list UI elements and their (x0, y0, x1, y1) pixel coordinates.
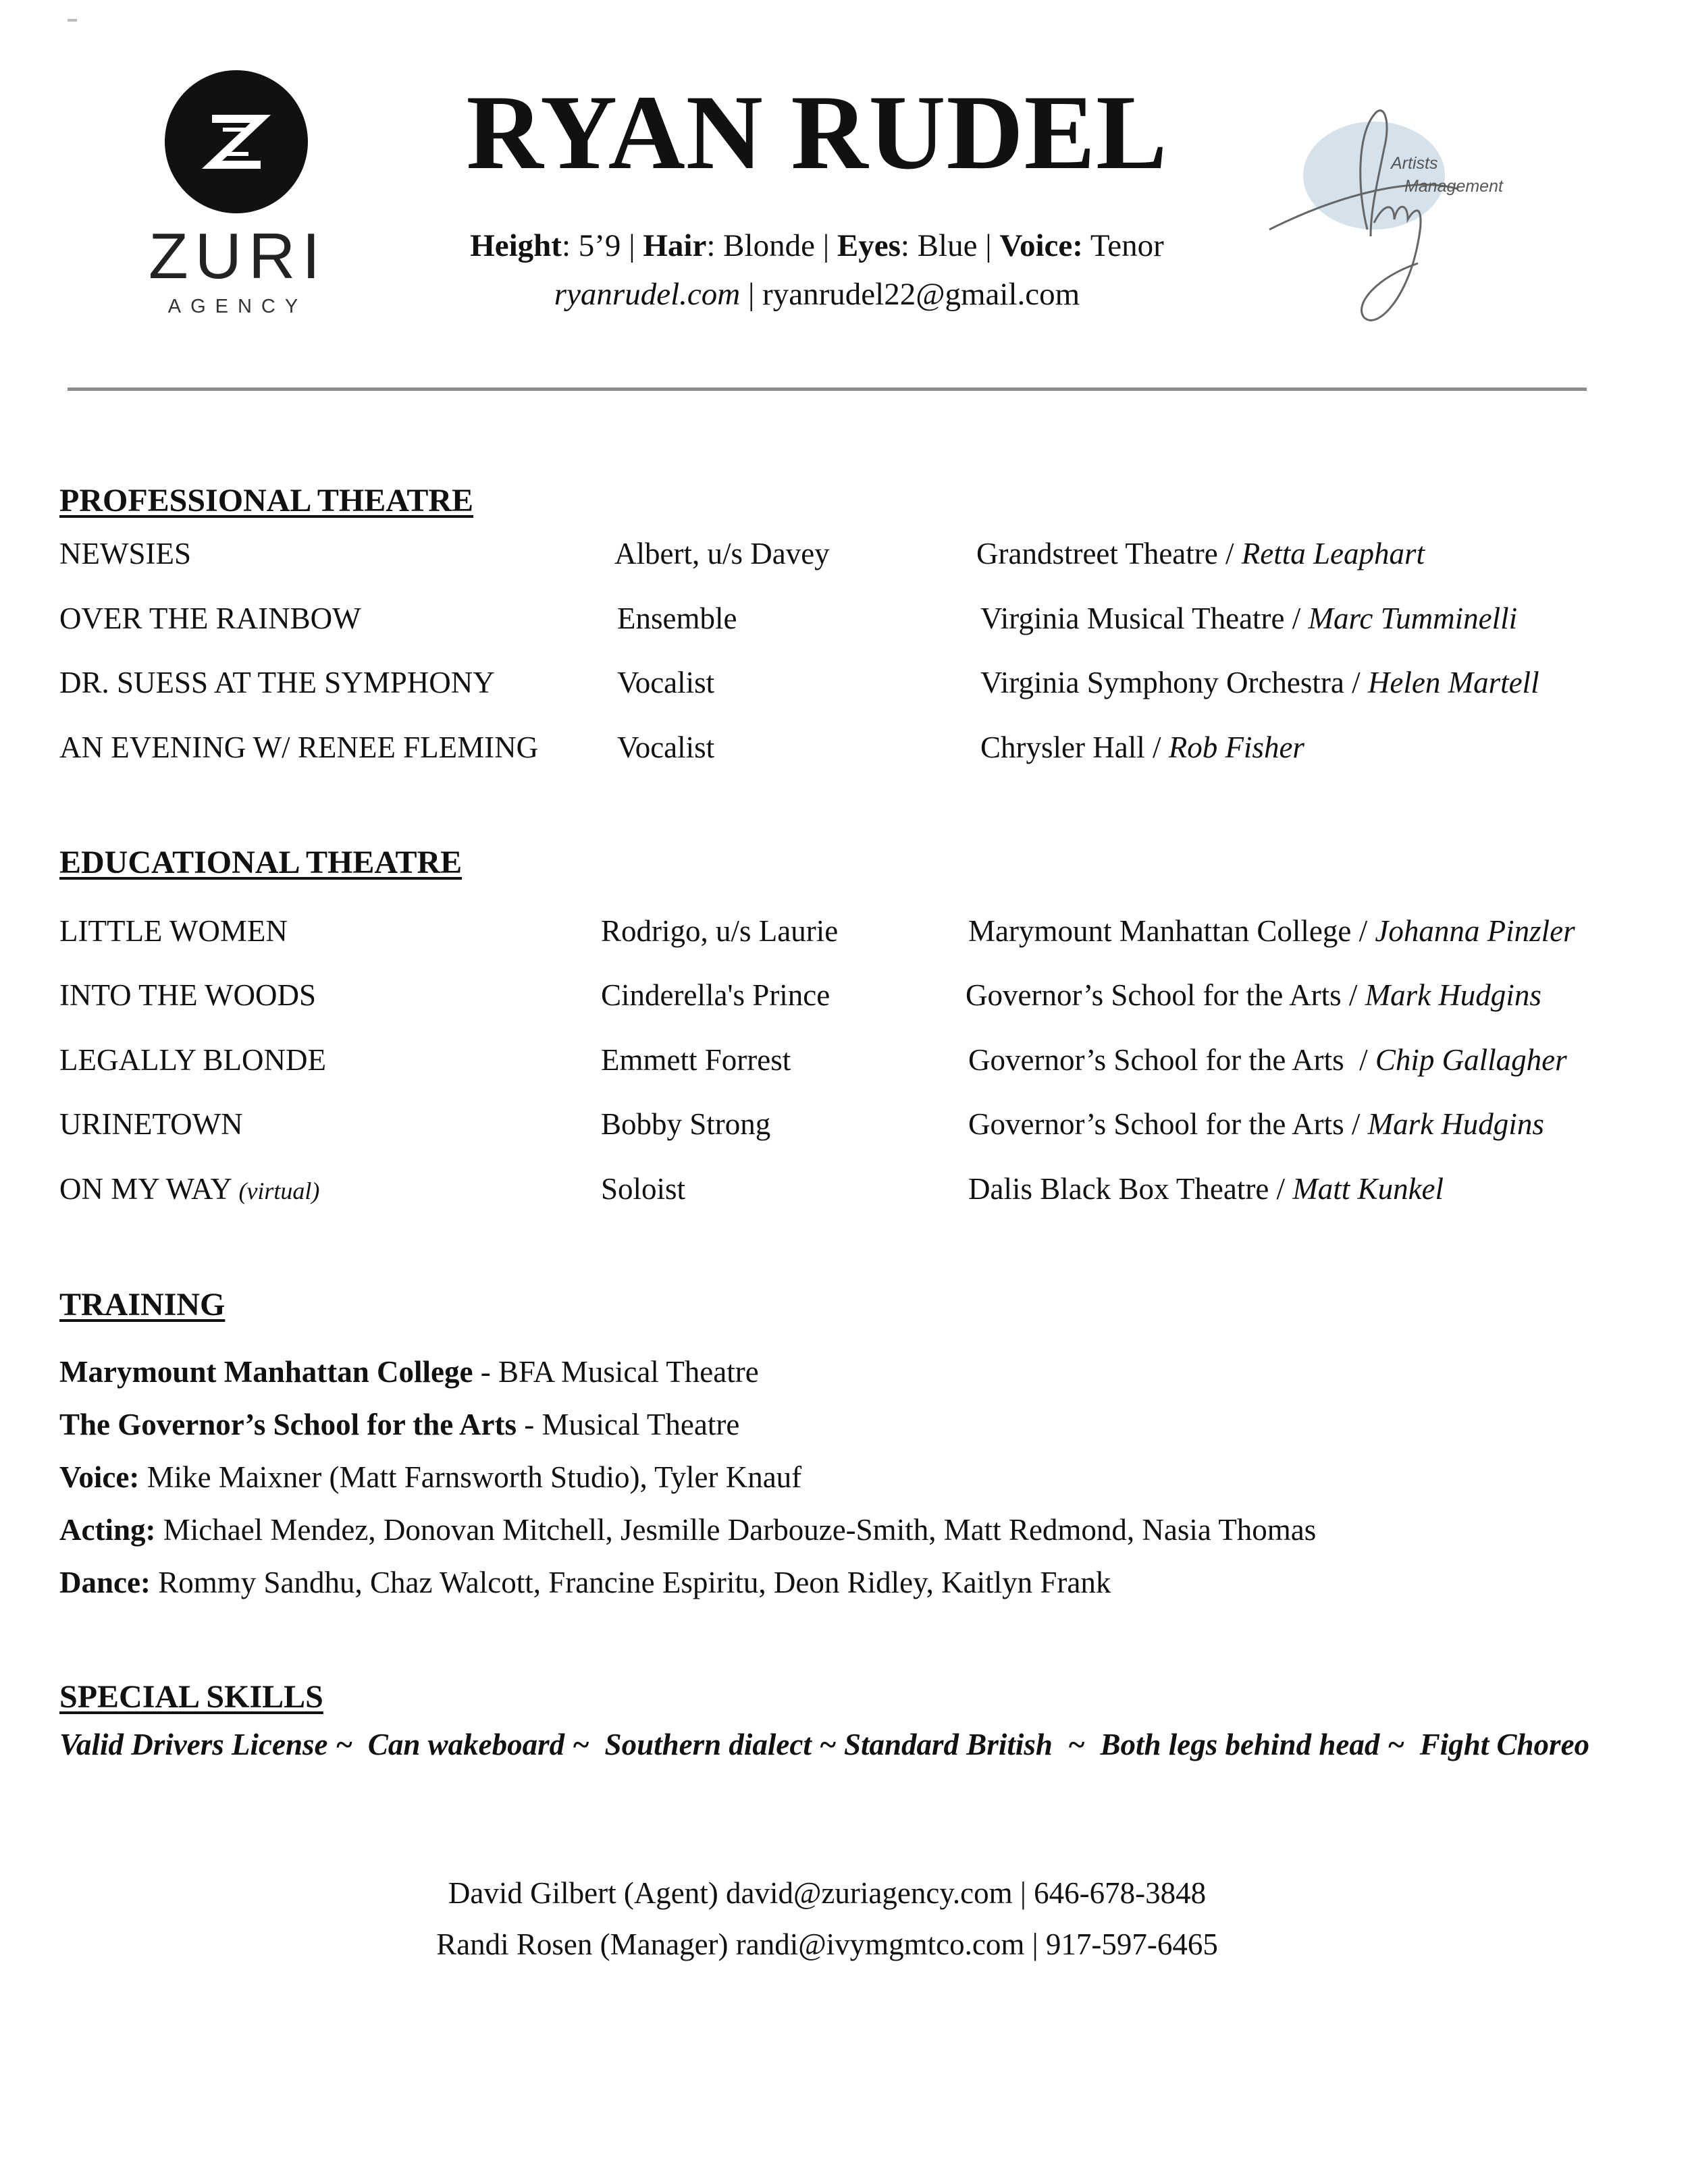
stat-label-height: Height (470, 228, 562, 263)
training-detail: - Musical Theatre (517, 1408, 740, 1441)
credit-show: AN EVENING W/ RENEE FLEMING (59, 730, 539, 764)
website-link[interactable]: ryanrudel.com (554, 277, 741, 312)
credit-role: Ensemble (617, 602, 737, 635)
credit-venue-name: Governor’s School for the Arts / (966, 978, 1365, 1012)
training-label: Acting: (59, 1513, 156, 1547)
credit-show-title: ON MY WAY (59, 1172, 239, 1206)
list-item (59, 1357, 759, 1387)
credit-venue (980, 668, 1539, 698)
header-divider (68, 388, 1587, 391)
credit-venue (968, 1109, 1544, 1140)
list-item (59, 1515, 1316, 1545)
zuri-logo-word: ZURI (149, 220, 327, 292)
credit-role: Soloist (601, 1172, 686, 1206)
credit-venue (976, 539, 1425, 569)
skills-list: Valid Drivers License ~ Can wakeboard ~ Southern dialect ~ Standard British ~ Both legs behind head ~ Fight Choreo (59, 1728, 1590, 1761)
credit-venue (980, 730, 1304, 764)
credit-show (59, 1174, 319, 1204)
credit-director: Retta Leaphart (1241, 537, 1425, 570)
credit-role: Rodrigo, u/s Laurie (601, 914, 839, 948)
credit-director: Mark Hudgins (1365, 978, 1541, 1012)
credit-venue (980, 604, 1517, 634)
section-heading-skills: SPECIAL SKILLS (59, 1679, 323, 1715)
training-detail: - BFA Musical Theatre (473, 1355, 759, 1389)
stat-value-voice: Tenor (1090, 228, 1164, 263)
zuri-logo-subtitle: AGENCY (167, 296, 308, 317)
stat-label-eyes: Eyes (837, 228, 901, 263)
section-heading-professional: PROFESSIONAL THEATRE (59, 483, 474, 518)
credit-venue-name: Dalis Black Box Theatre / (968, 1172, 1293, 1206)
credit-role: Bobby Strong (601, 1107, 771, 1141)
stat-sep (1083, 228, 1090, 263)
section-heading-educational: EDUCATIONAL THEATRE (59, 845, 463, 880)
zuri-z-icon (165, 70, 308, 213)
credit-role: Albert, u/s Davey (614, 537, 830, 570)
credit-venue (968, 1174, 1444, 1204)
credit-venue-name: Virginia Symphony Orchestra / (980, 666, 1368, 699)
credit-director: Chip Gallagher (1375, 1043, 1567, 1077)
physical-stats: Height: 5’9 | Hair: Blonde | Eyes: Blue | Voice: Tenor (470, 228, 1164, 263)
credit-show: URINETOWN (59, 1107, 243, 1141)
list-item (59, 1462, 801, 1493)
manager-contact: Randi Rosen (Manager) randi@ivymgmtco.com | 917-597-6465 (436, 1927, 1218, 1961)
stat-value-height: 5’9 (578, 228, 621, 263)
list-item (59, 1410, 739, 1440)
credit-show: NEWSIES (59, 537, 191, 570)
training-detail: Rommy Sandhu, Chaz Walcott, Francine Espiritu, Deon Ridley, Kaitlyn Frank (150, 1566, 1111, 1599)
training-label: Dance: (59, 1566, 151, 1599)
credit-show-note: (virtual) (238, 1177, 320, 1204)
credit-role: Emmett Forrest (601, 1043, 791, 1077)
stat-sep: : (900, 228, 918, 263)
credit-role: Cinderella's Prince (601, 978, 830, 1012)
credit-director: Rob Fisher (1168, 730, 1304, 764)
credit-director: Marc Tumminelli (1308, 602, 1518, 635)
credit-venue-name: Virginia Musical Theatre / (980, 602, 1309, 635)
stat-value-eyes: Blue (917, 228, 978, 263)
credit-venue-name: Grandstreet Theatre / (976, 537, 1242, 570)
credit-venue-name: Governor’s School for the Arts / (968, 1043, 1375, 1077)
stat-label-hair: Hair (643, 228, 707, 263)
credit-show: INTO THE WOODS (59, 978, 316, 1012)
agent-contact: David Gilbert (Agent) david@zuriagency.com | 646-678-3848 (448, 1876, 1207, 1910)
training-label: Marymount Manhattan College (59, 1355, 473, 1389)
credit-venue (968, 1045, 1567, 1075)
credit-director: Helen Martell (1367, 666, 1539, 699)
ivy-logo-line1: Artists (1391, 154, 1438, 173)
credit-director: Matt Kunkel (1292, 1172, 1444, 1206)
credit-director: Johanna Pinzler (1375, 914, 1575, 948)
stat-value-hair: Blonde (723, 228, 815, 263)
credit-venue (966, 980, 1541, 1011)
credit-role: Vocalist (617, 666, 715, 699)
ivy-management-logo (1256, 74, 1539, 344)
credit-show: DR. SUESS AT THE SYMPHONY (59, 666, 495, 699)
credit-venue (968, 916, 1575, 947)
credit-show: OVER THE RAINBOW (59, 602, 361, 635)
credit-venue-name: Marymount Manhattan College / (968, 914, 1375, 948)
credit-director: Mark Hudgins (1367, 1107, 1544, 1141)
training-label: Voice: (59, 1460, 140, 1494)
email-link[interactable]: ryanrudel22@gmail.com (762, 277, 1080, 312)
training-detail: Michael Mendez, Donovan Mitchell, Jesmille Darbouze-Smith, Matt Redmond, Nasia Thomas (155, 1513, 1317, 1547)
zuri-agency-logo (123, 68, 352, 324)
training-detail: Mike Maixner (Matt Farnsworth Studio), Tyler Knauf (139, 1460, 802, 1494)
training-label: The Governor’s School for the Arts (59, 1408, 517, 1441)
page-mark (68, 19, 77, 22)
section-heading-training: TRAINING (59, 1287, 226, 1323)
list-item (59, 1568, 1111, 1598)
credit-show: LEGALLY BLONDE (59, 1043, 327, 1077)
stat-label-voice: Voice: (999, 228, 1083, 263)
contact-line: ryanrudel.com | ryanrudel22@gmail.com (554, 277, 1080, 312)
credit-venue-name: Chrysler Hall / (980, 730, 1169, 764)
credit-role: Vocalist (617, 730, 715, 764)
stat-sep: : (561, 228, 579, 263)
page-title: RYAN RUDEL (466, 74, 1168, 192)
stat-sep: : (706, 228, 724, 263)
ivy-logo-line2: Management (1404, 177, 1503, 196)
credit-venue-name: Governor’s School for the Arts / (968, 1107, 1368, 1141)
credit-show: LITTLE WOMEN (59, 914, 288, 948)
